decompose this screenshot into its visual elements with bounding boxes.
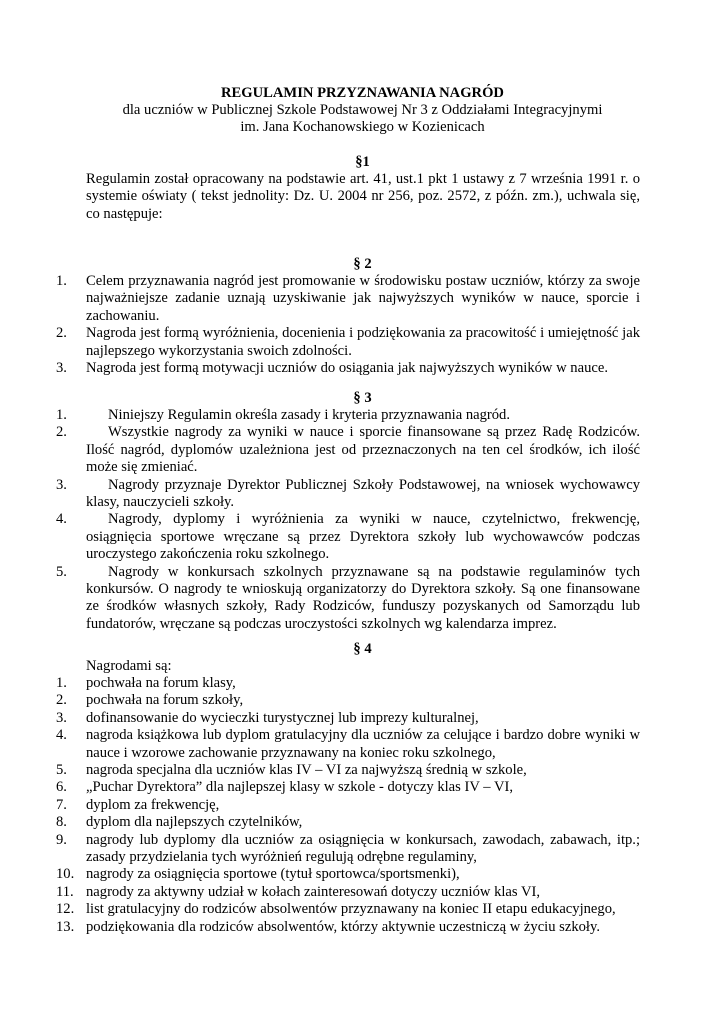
list-item [56, 919, 640, 936]
section-2-heading: § 2 [353, 256, 372, 272]
list-item-text: pochwała na forum szkoły, [86, 692, 244, 709]
list-item [56, 360, 640, 377]
list-item-text: nagroda książkowa lub dyplom gratulacyjny dla uczniów za celujące i bardzo dobre wyniki w nauce i wzorowe zachowanie przyznawany na koniec roku szkolnego, [86, 727, 640, 761]
list-item-text: nagrody lub dyplomy dla uczniów za osiągnięcia w konkursach, zawodach, zabawach, itp.; zasady przydzielania tych wyróżnień regulują odrębne regulaminy, [86, 831, 640, 866]
list-item-number: 2. [56, 692, 67, 709]
list-item-number: 1. [56, 407, 67, 423]
list-item-number: 10. [56, 866, 75, 883]
list-item-number: 9. [56, 831, 67, 848]
list-item-text: podziękowania dla rodziców absolwentów, którzy aktywnie uczestniczą w życiu szkoły. [86, 918, 600, 935]
section-4-heading: § 4 [353, 641, 372, 657]
list-item-text: pochwała na forum klasy, [86, 675, 236, 691]
section-3-heading: § 3 [353, 390, 372, 406]
list-item-text: Nagrody przyznaje Dyrektor Publicznej Szkoły Podstawowej, na wniosek wychowawcy klasy, nauczycieli szkoły. [86, 476, 640, 511]
list-item [56, 407, 640, 424]
list-item-text: Nagrody, dyplomy i wyróżnienia za wyniki w nauce, czytelnictwo, frekwencję, osiągnięcia sportowe wręczane są przez Dyrektora szkoły lub wychowawców podczas uroczystego zakończenia roku szkolnego. [86, 511, 640, 563]
list-item-number: 12. [56, 901, 75, 918]
document-subtitle-line2: im. Jana Kochanowskiego w Kozienicach [240, 119, 485, 135]
list-item-text: Wszystkie nagrody za wyniki w nauce i sporcie finansowane są przez Radę Rodziców. Ilość nagród, dyplomów uzależniona jest od przeznaczonych na ten cel środków, ich ilość może się zmieniać. [86, 424, 640, 476]
list-item [56, 901, 640, 918]
list-item [56, 832, 640, 867]
list-item [56, 424, 640, 476]
list-item [56, 797, 640, 814]
list-item [56, 511, 640, 563]
section-4-list [56, 675, 640, 936]
list-item-text: „Puchar Dyrektora” dla najlepszej klasy w szkole - dotyczy klas IV – VI, [86, 779, 514, 796]
section-1-heading: §1 [355, 154, 370, 170]
section-2-list [56, 273, 640, 377]
list-item [56, 814, 640, 831]
list-item-text: dyplom za frekwencję, [86, 796, 220, 813]
list-item-number: 13. [56, 918, 75, 935]
list-item [56, 564, 640, 634]
list-item-number: 2. [56, 424, 67, 441]
list-item-number: 1. [56, 675, 67, 691]
list-item-number: 3. [56, 360, 67, 377]
section-4-intro: Nagrodami są: [86, 658, 172, 674]
list-item-number: 3. [56, 709, 67, 726]
list-item-text: nagrody za osiągnięcia sportowe (tytuł sportowca/sportsmenki), [86, 866, 460, 883]
document-subtitle-line1: dla uczniów w Publicznej Szkole Podstawowej Nr 3 z Oddziałami Integracyjnymi [122, 102, 603, 118]
list-item-number: 3. [56, 476, 67, 493]
list-item-text: Nagroda jest formą motywacji uczniów do osiągania jak najwyższych wyników w nauce. [86, 360, 608, 377]
list-item-text: nagroda specjalna dla uczniów klas IV – VI za najwyższą średnią w szkole, [86, 762, 527, 779]
list-item [56, 710, 640, 727]
list-item [56, 762, 640, 779]
list-item [56, 477, 640, 512]
list-item [56, 884, 640, 901]
list-item-number: 5. [56, 762, 67, 779]
section-3-list [56, 407, 640, 633]
list-item-text: list gratulacyjny do rodziców absolwentów przyznawany na koniec II etapu edukacyjnego, [86, 901, 616, 918]
list-item [56, 692, 640, 709]
list-item-number: 7. [56, 796, 67, 813]
list-item-number: 5. [56, 563, 67, 580]
list-item-text: dyplom dla najlepszych czytelników, [86, 814, 303, 831]
section-1-text: Regulamin został opracowany na podstawie art. 41, ust.1 pkt 1 ustawy z 7 września 1991 r. o systemie oświaty ( tekst jednolity: Dz. U. 2004 nr 256, poz. 2572, z późn. zm.), uchwala się, co następuje: [86, 171, 640, 222]
list-item-number: 1. [56, 273, 67, 289]
list-item [56, 866, 640, 883]
list-item-number: 11. [56, 883, 74, 900]
list-item-text: dofinansowanie do wycieczki turystycznej lub imprezy kulturalnej, [86, 709, 479, 726]
list-item [56, 325, 640, 360]
document-title: REGULAMIN PRZYZNAWANIA NAGRÓD [221, 85, 504, 101]
list-item-number: 2. [56, 325, 67, 342]
list-item-text: Nagroda jest formą wyróżnienia, docenienia i podziękowania za pracowitość i umiejętność jak najlepszego wykorzystania swoich zdolności. [86, 325, 640, 359]
list-item-text: Niniejszy Regulamin określa zasady i kryteria przyznawania nagród. [108, 407, 510, 423]
list-item [56, 273, 640, 325]
list-item [56, 779, 640, 796]
list-item-number: 4. [56, 511, 67, 528]
list-item-text: Celem przyznawania nagród jest promowanie w środowisku postaw uczniów, którzy za swoje najważniejsze zadanie uznają uzyskiwanie jak najwyższych wyników w nauce, sporcie i zachowaniu. [86, 273, 640, 324]
list-item-text: Nagrody w konkursach szkolnych przyznawane są na podstawie regulaminów tych konkursów. O nagrody te wnioskują organizatorzy do Dyrektora szkoły. Są one finansowane ze środków własnych szkoły, Rady Rodziców, funduszy pozyskanych od Samorządu lub fundatorów, wręczane są podczas uroczystości szkolnych wg kalendarza imprez. [86, 563, 640, 632]
list-item [56, 675, 640, 692]
list-item-number: 6. [56, 779, 67, 796]
list-item-number: 4. [56, 727, 67, 744]
list-item-number: 8. [56, 814, 67, 831]
list-item [56, 727, 640, 762]
list-item-text: nagrody za aktywny udział w kołach zainteresowań dotyczy uczniów klas VI, [86, 883, 541, 900]
